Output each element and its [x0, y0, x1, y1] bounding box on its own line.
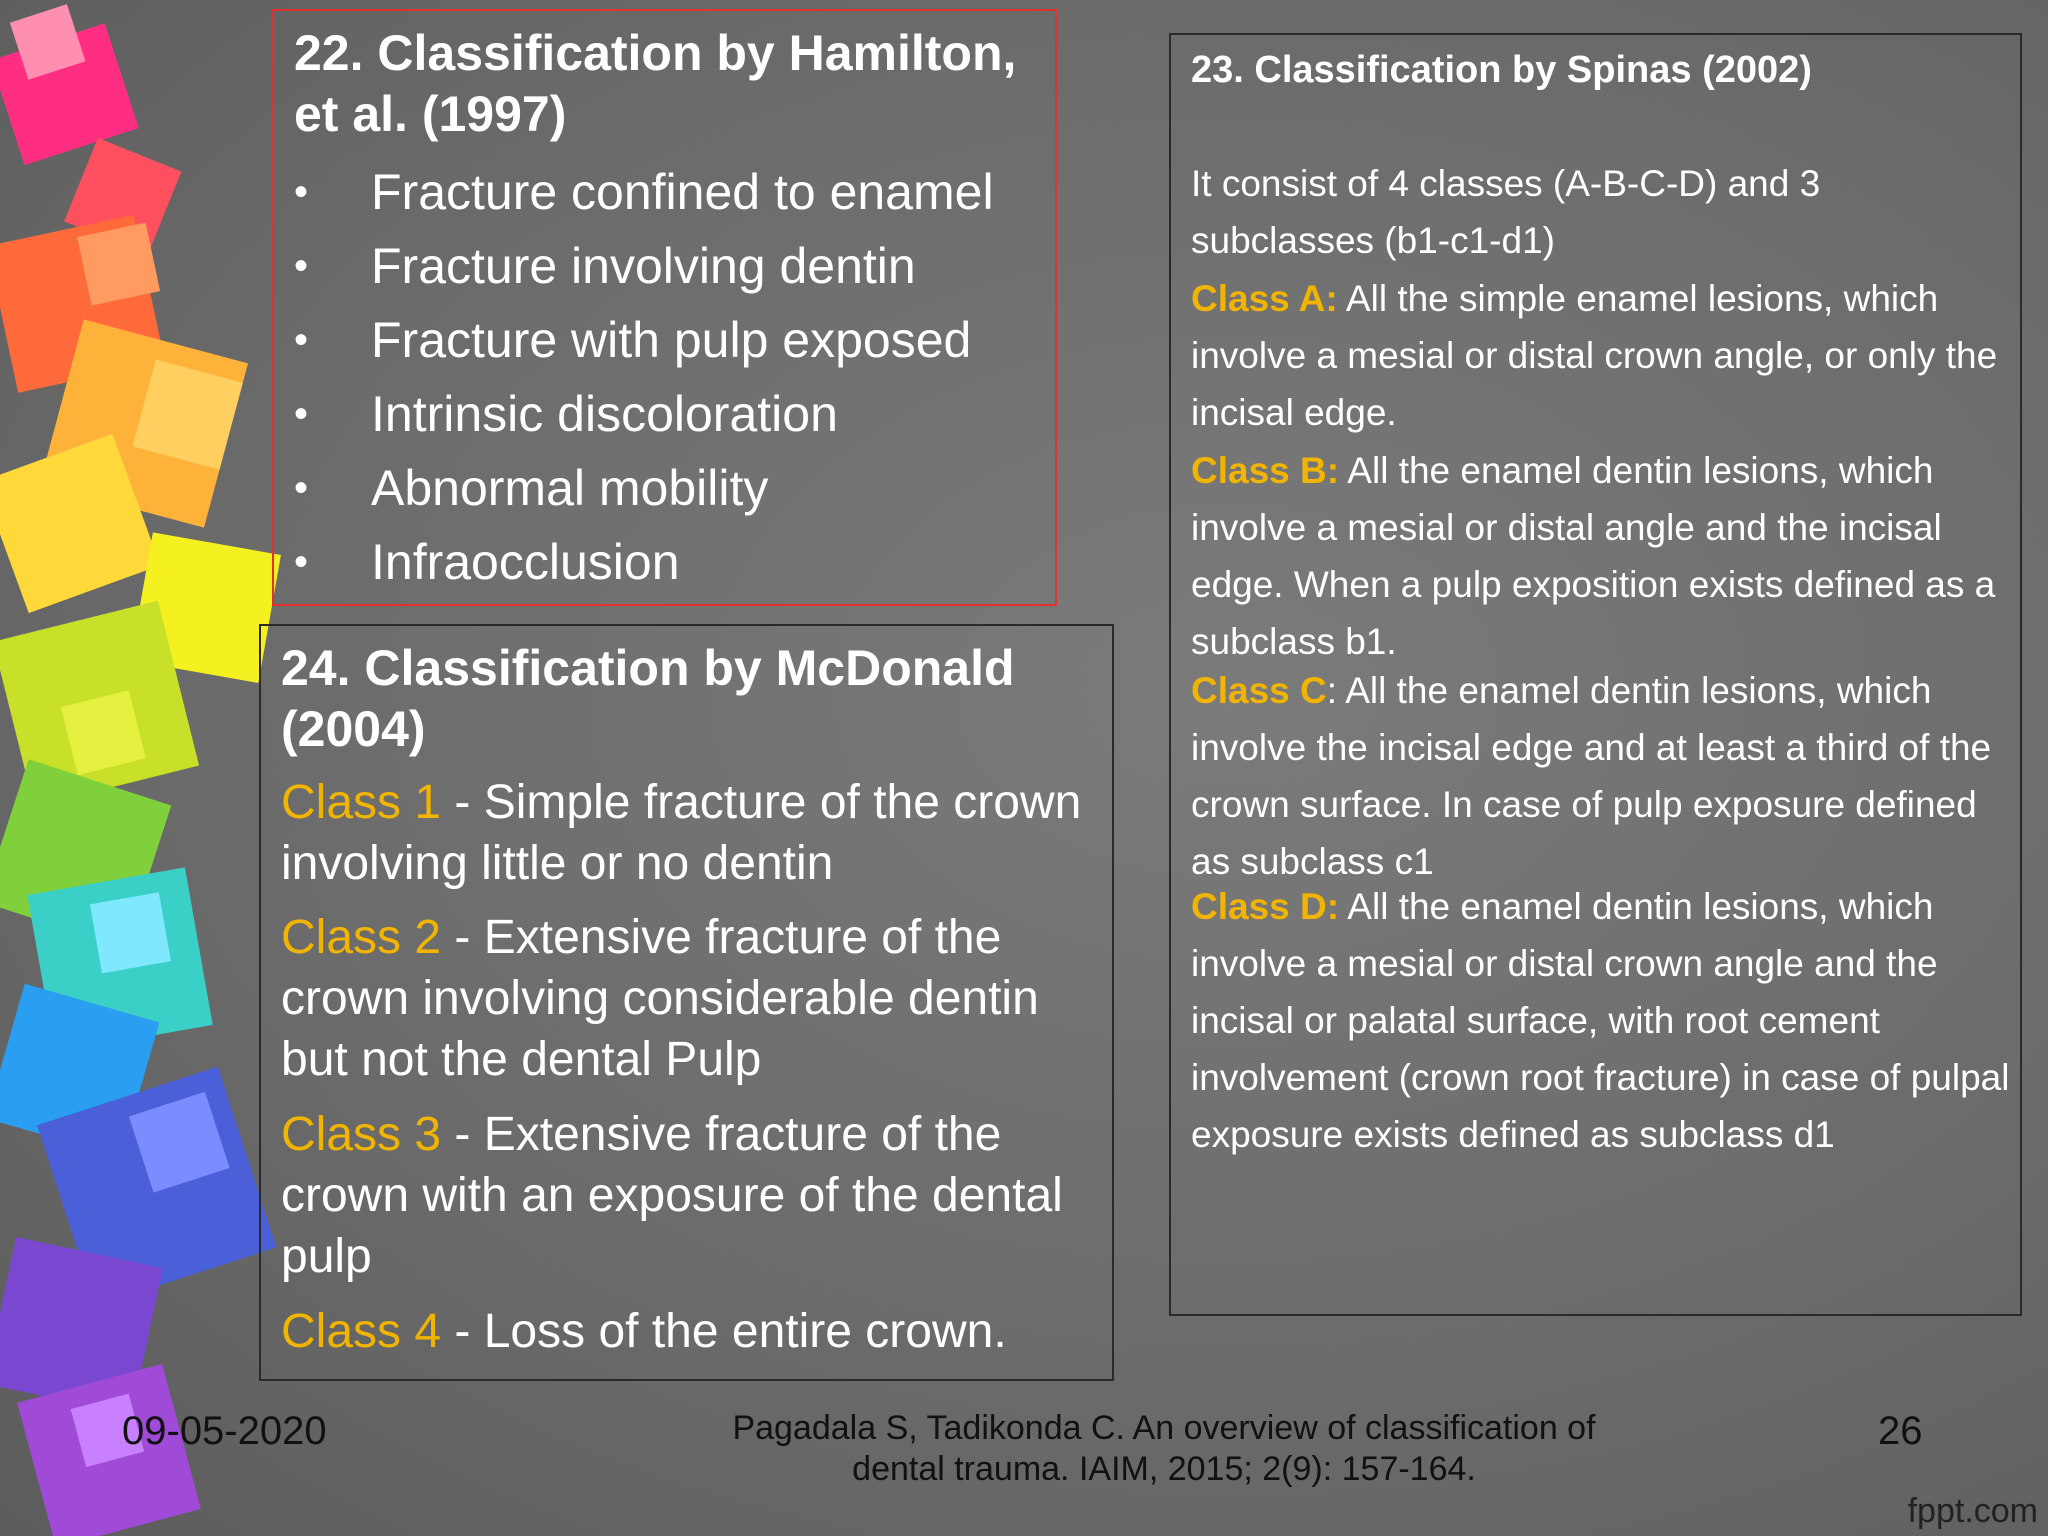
brand-watermark: fppt.com: [1907, 1492, 2038, 1530]
bullet-icon: •: [294, 170, 309, 214]
list-item: • Fracture with pulp exposed: [294, 303, 994, 377]
list-item: • Intrinsic discoloration: [294, 377, 994, 451]
hamilton-list: [294, 155, 994, 599]
spinas-class-a: Class A: All the simple enamel lesions, which involve a mesial or distal crown angle, or only the incisal edge.: [1191, 278, 1998, 433]
page-number: 26: [1878, 1409, 1923, 1453]
bullet-icon: •: [294, 392, 309, 436]
reference-citation: Pagadala S, Tadikonda C. An overview of classification of dental trauma. IAIM, 2015; 2(9): 157-164.: [732, 1409, 1596, 1488]
hamilton-classification-box: [272, 9, 1057, 606]
mcdonald-class-3: Class 3 - Extensive fracture of the crown with an exposure of the dental pulp: [281, 1108, 1063, 1283]
spinas-classification-box: [1169, 33, 2022, 1316]
mcdonald-class-4: Class 4 - Loss of the entire crown.: [281, 1305, 1007, 1358]
spinas-title: 23. Classification by Spinas (2002): [1191, 49, 1812, 91]
bullet-icon: •: [294, 540, 309, 584]
list-item: • Fracture confined to enamel: [294, 155, 994, 229]
list-item: • Abnormal mobility: [294, 451, 994, 525]
spinas-intro: It consist of 4 classes (A-B-C-D) and 3 subclasses (b1-c1-d1): [1191, 163, 1821, 261]
slide-date: 09-05-2020: [122, 1409, 327, 1453]
list-item: • Infraocclusion: [294, 525, 994, 599]
bullet-icon: •: [294, 466, 309, 510]
mcdonald-class-2: Class 2 - Extensive fracture of the crown involving considerable dentin but not the dental Pulp: [281, 911, 1039, 1086]
mcdonald-classification-box: [259, 624, 1114, 1381]
mcdonald-title: 24. Classification by McDonald (2004): [281, 640, 1015, 757]
spinas-class-d: Class D: All the enamel dentin lesions, which involve a mesial or distal crown angle and the incisal or palatal surface, with root cement involvement (crown root fracture) in case of pulpal exposure exists defined as subclass d1: [1191, 886, 2010, 1155]
spinas-class-c: Class C: All the enamel dentin lesions, which involve the incisal edge and at least a third of the crown surface. In case of pulp exposure defined as subclass c1: [1191, 670, 1992, 882]
hamilton-title: 22. Classification by Hamilton, et al. (1997): [294, 25, 1017, 142]
bullet-icon: •: [294, 244, 309, 288]
bullet-icon: •: [294, 318, 309, 362]
mcdonald-class-1: Class 1 - Simple fracture of the crown involving little or no dentin: [281, 776, 1082, 890]
spinas-class-b: Class B: All the enamel dentin lesions, which involve a mesial or distal angle and the incisal edge. When a pulp exposition exists defined as a subclass b1.: [1191, 450, 1996, 662]
list-item: • Fracture involving dentin: [294, 229, 994, 303]
